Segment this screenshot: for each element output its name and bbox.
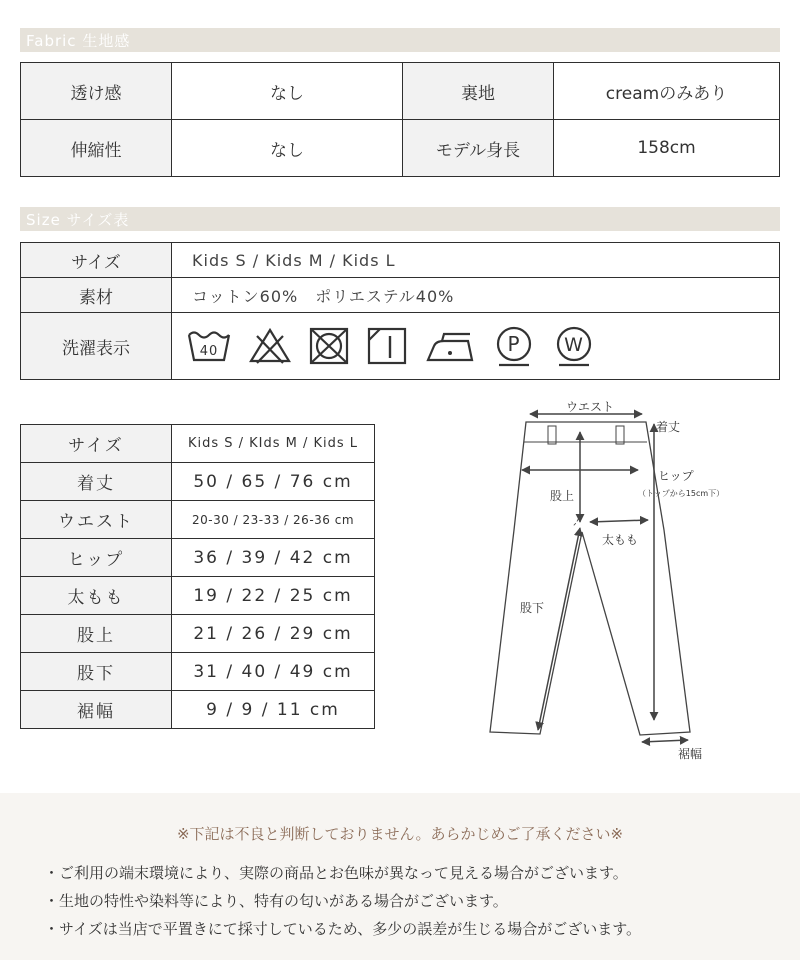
- section-header-size: [20, 207, 780, 231]
- row-label: 着丈: [21, 463, 172, 501]
- table-header-row: [21, 425, 375, 463]
- row-value: 50 / 65 / 76 cm: [172, 463, 375, 501]
- fabric-table: [20, 62, 780, 177]
- label-thigh: 太もも: [602, 533, 639, 547]
- label-hem: 裾幅: [678, 747, 703, 761]
- size-label: サイズ: [21, 243, 172, 278]
- label-inseam: 股下: [520, 601, 545, 615]
- table-row: [21, 63, 780, 120]
- wet-clean-w-icon: [552, 325, 596, 367]
- table-row: [21, 501, 375, 539]
- table-cell: 裏地: [403, 63, 554, 120]
- label-hip: ヒップ: [658, 469, 694, 483]
- label-length: 着丈: [656, 420, 681, 434]
- svg-text:P: P: [507, 332, 521, 356]
- section-header-fabric: [20, 28, 780, 52]
- label-waist: ウエスト: [566, 400, 615, 414]
- notice-panel: [0, 793, 800, 960]
- wash-40-icon: [186, 326, 232, 366]
- no-bleach-icon: [248, 326, 292, 366]
- list-item: ・生地の特性や染料等により、特有の匂いがある場合がございます。: [44, 892, 508, 910]
- svg-text:W: W: [564, 334, 584, 356]
- info-table: [20, 242, 780, 380]
- table-row: [21, 313, 780, 380]
- list-item: ・ご利用の端末環境により、実際の商品とお色味が異なって見える場合がございます。: [44, 864, 628, 882]
- table-cell: 透け感: [21, 63, 172, 120]
- section-title: Fabric 生地感: [26, 32, 131, 50]
- row-label: ヒップ: [21, 539, 172, 577]
- section-title: Size サイズ表: [26, 211, 130, 229]
- table-row: [21, 243, 780, 278]
- column-header: Kids S / KIds M / Kids L: [172, 425, 375, 463]
- row-value: 31 / 40 / 49 cm: [172, 653, 375, 691]
- material-value: コットン60% ポリエステル40%: [172, 278, 780, 313]
- row-value: 21 / 26 / 29 cm: [172, 615, 375, 653]
- dry-clean-p-icon: [492, 325, 536, 367]
- row-value: 19 / 22 / 25 cm: [172, 577, 375, 615]
- table-row: [21, 615, 375, 653]
- material-label: 素材: [21, 278, 172, 313]
- row-label: 太もも: [21, 577, 172, 615]
- no-tumble-dry-icon: [308, 326, 350, 366]
- line-dry-shade-icon: [366, 326, 408, 366]
- row-label: ウエスト: [21, 501, 172, 539]
- notice-title: ※下記は不良と判断しておりません。あらかじめご了承ください※: [176, 825, 624, 843]
- column-header: サイズ: [21, 425, 172, 463]
- row-label: 裾幅: [21, 691, 172, 729]
- row-label: 股下: [21, 653, 172, 691]
- table-cell: モデル身長: [403, 120, 554, 177]
- iron-low-icon: [424, 326, 476, 366]
- row-value: 36 / 39 / 42 cm: [172, 539, 375, 577]
- notice-list: [44, 859, 641, 943]
- table-row: [21, 278, 780, 313]
- measure-arrows: [522, 414, 688, 742]
- table-cell: なし: [172, 120, 403, 177]
- table-row: [21, 653, 375, 691]
- row-value: 9 / 9 / 11 cm: [172, 691, 375, 729]
- table-cell: 伸縮性: [21, 120, 172, 177]
- row-value: 20-30 / 23-33 / 26-36 cm: [172, 501, 375, 539]
- table-row: [21, 577, 375, 615]
- table-row: [21, 120, 780, 177]
- care-symbols: [172, 313, 780, 380]
- pants-measurement-diagram: [480, 392, 780, 776]
- table-cell: creamのみあり: [554, 63, 780, 120]
- care-label: 洗濯表示: [21, 313, 172, 380]
- label-rise: 股上: [550, 489, 575, 503]
- table-row: [21, 691, 375, 729]
- measurement-table: [20, 424, 375, 729]
- table-cell: なし: [172, 63, 403, 120]
- list-item: ・サイズは当店で平置きにて採寸しているため、多少の誤差が生じる場合がございます。: [44, 920, 642, 938]
- label-hip-note: （トップから15cm下）: [638, 489, 725, 498]
- table-row: [21, 539, 375, 577]
- size-value: Kids S / Kids M / Kids L: [172, 243, 780, 278]
- table-row: [21, 463, 375, 501]
- row-label: 股上: [21, 615, 172, 653]
- svg-text:40: 40: [199, 344, 219, 359]
- table-cell: 158cm: [554, 120, 780, 177]
